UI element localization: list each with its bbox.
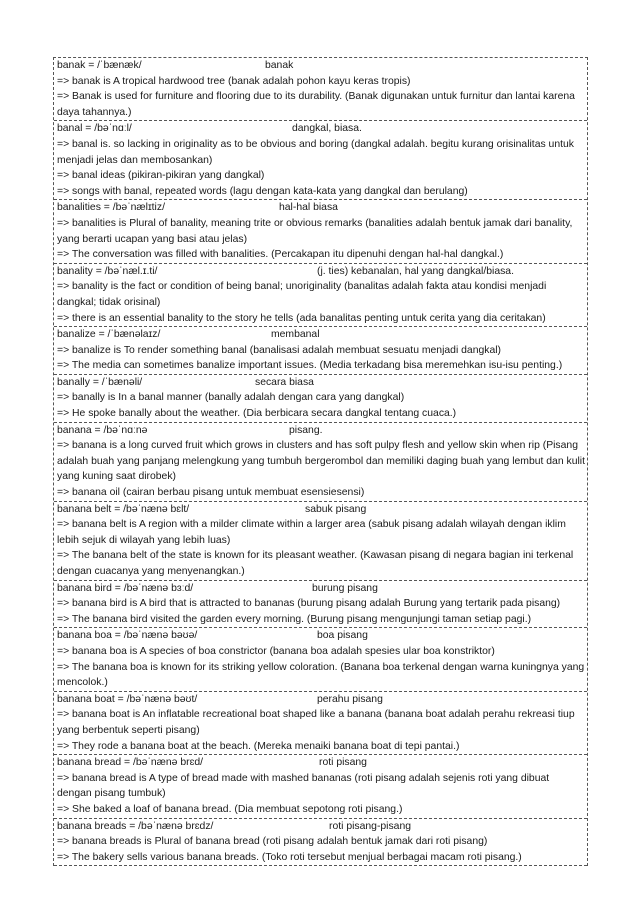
entry-header [57,423,585,439]
entry-header [57,502,585,518]
entry-header [57,692,585,708]
entry-header [57,628,585,644]
entry-definition: => banana bread is A type of bread made with mashed bananas (roti pisang adalah sejenis roti yang dibuat dengan pisang tumbuk) [57,772,550,800]
entry-example: => She baked a loaf of banana bread. (Dia membuat sepotong roti pisang.) [57,803,403,815]
entry [54,327,587,375]
entry-header [57,200,585,216]
entry-translation: (j. ties) kebanalan, hal yang dangkal/biasa. [317,265,514,277]
entry-header [57,819,585,835]
entry-term: banal = /bəˈnɑːl/ [57,123,132,135]
entry-example: => banana oil (cairan berbau pisang untuk membuat esensiesensi) [57,487,365,499]
entry-translation: secara biasa [255,376,314,388]
entry-header [57,375,585,391]
entry-example: => The media can sometimes banalize important issues. (Media terkadang bisa meremehkan isu-isu penting.) [57,360,563,372]
entry-term: banana bread = /bəˈnænə brɛd/ [57,757,204,769]
entry-header [57,264,585,280]
entry-translation: banak [265,60,294,71]
entry [54,819,587,867]
entry [54,755,587,818]
entry-translation: dangkal, biasa. [292,123,362,135]
entry-translation: burung pisang [312,582,378,594]
entry-translation: hal-hal biasa [279,202,338,214]
entry-example: => there is an essential banality to the story he tells (ada banalitas penting untuk cerita yang dia ceritakan) [57,312,546,324]
entry-definition: => banana boa is A species of boa constrictor (banana boa adalah spesies ular boa konstriktor) [57,645,495,657]
entry-term: banalities = /bəˈnælɪtiz/ [57,202,165,214]
entry [54,692,587,755]
entry [54,58,587,121]
entry-translation: boa pisang [317,630,368,642]
entry-translation: membanal [271,329,320,341]
entry-definition: => banana is a long curved fruit which grows in clusters and has soft pulpy flesh and yellow skin when rip (Pisang adalah buah yang panjang melengkung yang tumbuh bergerombol dan memiliki daging buah yang lembut dan kulit yang kuning saat dirobek) [57,440,585,483]
entry [54,423,587,502]
entry [54,581,587,629]
entry-translation: sabuk pisang [305,503,367,515]
entry-example: => He spoke banally about the weather. (Dia berbicara secara dangkal tentang cuaca.) [57,408,457,420]
entry-term: banana breads = /bəˈnænə brɛdz/ [57,820,214,832]
entry-example: => They rode a banana boat at the beach. (Mereka menaiki banana boat di tepi pantai.) [57,740,460,752]
entry-definition: => banana belt is A region with a milder climate within a larger area (sabuk pisang adalah wilayah dengan iklim lebih sejuk di wilayah yang lebih luas) [57,519,566,546]
entry-term: banana = /bəˈnɑːnə [57,424,148,436]
entry-term: banana boa = /bəˈnænə bəʊə/ [57,630,198,642]
entry [54,200,587,263]
entry-example: => The banana bird visited the garden every morning. (Burung pisang mengunjungi taman setiap pagi.) [57,613,532,625]
dictionary-table [53,57,588,866]
entry-definition: => banally is In a banal manner (banally adalah dengan cara yang dangkal) [57,392,405,404]
entry-example: => The conversation was filled with banalities. (Percakapan itu dipenuhi dengan hal-hal dangkal.) [57,249,504,261]
entry-definition: => banana breads is Plural of banana bread (roti pisang adalah bentuk jamak dari roti pisang) [57,836,488,848]
entry-term: banana boat = /bəˈnænə bəʊt/ [57,693,198,705]
entry-term: banak = /ˈbænæk/ [57,60,142,71]
entry [54,264,587,327]
entry-example: => songs with banal, repeated words (lagu dengan kata-kata yang dangkal dan berulang) [57,185,468,197]
entry [54,502,587,581]
entry-definition: => banak is A tropical hardwood tree (banak adalah pohon kayu keras tropis) [57,75,411,87]
entry-translation: roti pisang [319,757,367,769]
entry [54,375,587,423]
entry-header [57,58,585,74]
entry-example: => The banana belt of the state is known for its pleasant weather. (Kawasan pisang di negara bagian ini terkenal dengan cuacanya yang menyenangkan.) [57,550,574,577]
entry-example: => The bakery sells various banana breads. (Toko roti tersebut menjual berbagai macam roti pisang.) [57,851,522,863]
entry-definition: => banality is the fact or condition of being banal; unoriginality (banalitas adalah fakta atau kondisi menjadi dangkal; tidak orisinal) [57,281,547,308]
entry-definition: => banalize is To render something banal (banalisasi adalah membuat sesuatu menjadi dangkal) [57,344,501,356]
entry [54,121,587,200]
entry-term: banalize = /ˈbænəlaɪz/ [57,329,161,341]
entry-definition: => banal is. so lacking in originality as to be obvious and boring (dangkal adalah. begitu kurang orisinalitas untuk menjadi jelas dan membosankan) [57,138,574,166]
entry-example: => Banak is used for furniture and flooring due to its durability. (Banak digunakan untuk furnitur dan lantai karena daya tahannya.) [57,91,575,118]
entry [54,628,587,691]
entry-example: => banal ideas (pikiran-pikiran yang dangkal) [57,170,265,182]
entry-term: banally = /ˈbænəli/ [57,376,143,388]
entry-header [57,327,585,343]
entry-term: banality = /bəˈnæl.ɪ.ti/ [57,265,158,277]
entry-definition: => banana boat is An inflatable recreational boat shaped like a banana (banana boat adalah perahu rekreasi tiup yang berbentuk seperti pisang) [57,709,575,736]
entry-translation: perahu pisang [317,693,383,705]
entry-term: banana belt = /bəˈnænə bɛlt/ [57,503,190,515]
entry-definition: => banalities is Plural of banality, meaning trite or obvious remarks (banalities adalah bentuk jamak dari banality, yang berarti ucapan yang basi atau jelas) [57,217,573,245]
entry-translation: pisang. [289,424,323,436]
entry-header [57,755,585,771]
entry-translation: roti pisang-pisang [329,820,412,832]
entry-example: => The banana boa is known for its striking yellow coloration. (Banana boa terkenal dengan warna kuningnya yang mencolok.) [57,661,585,689]
entry-definition: => banana bird is A bird that is attracted to bananas (burung pisang adalah Burung yang tertarik pada pisang) [57,598,561,610]
entry-header [57,121,585,137]
entry-header [57,581,585,597]
entry-term: banana bird = /bəˈnænə bɜːd/ [57,582,194,594]
